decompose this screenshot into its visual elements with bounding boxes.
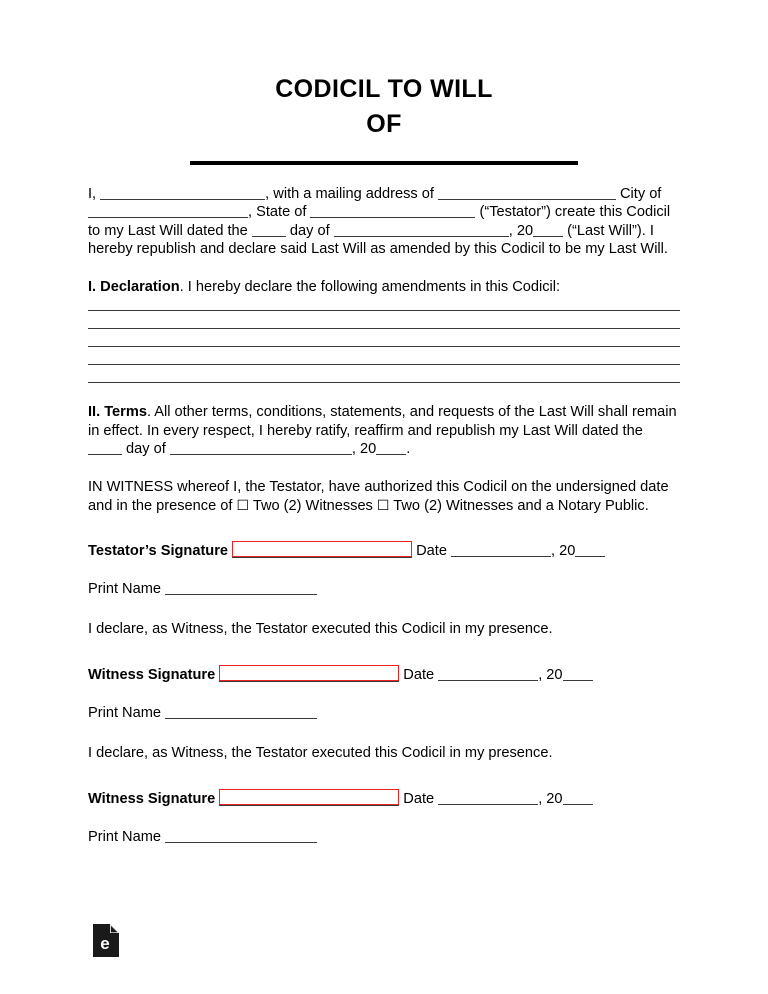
declaration-blank-line[interactable] [88, 328, 680, 329]
terms-text-2: day of [122, 441, 170, 458]
witness-2-print-name-blank[interactable] [165, 828, 317, 843]
witness-2-signature-highlight-box[interactable] [219, 789, 399, 805]
declaration-blank-line[interactable] [88, 346, 680, 347]
testator-name-blank[interactable] [100, 185, 265, 200]
witness-1-signature-row [88, 666, 680, 685]
witness-2-declaration-text: I declare, as Witness, the Testator executed this Codicil in my presence. [88, 744, 553, 761]
testator-signature-highlight-box[interactable] [232, 541, 412, 557]
terms-day-blank[interactable] [88, 440, 122, 455]
witness-2-print-name-label: Print Name [88, 828, 166, 845]
terms-heading: II. Terms [88, 404, 147, 421]
terms-paragraph [88, 403, 680, 458]
witness-1-print-name-blank[interactable] [165, 704, 317, 719]
in-witness-text-1: IN WITNESS whereof I, the Testator, have authorized this Codicil on the undersigned date and in the presence of [88, 479, 669, 514]
testator-date-label: Date [412, 542, 452, 559]
city-blank[interactable] [88, 203, 248, 218]
witness-1-print-name-row [88, 704, 680, 723]
intro-text-5: (“Testator”) create this Codicil to my Last Will dated the [88, 204, 671, 239]
testator-print-name-row [88, 580, 680, 599]
witness-1-date-label: Date [399, 666, 439, 683]
testator-print-name-label: Print Name [88, 580, 166, 597]
witness-1-signature-highlight-box[interactable] [219, 665, 399, 681]
document-title-block [88, 72, 680, 165]
witness-1-year-blank[interactable] [563, 666, 593, 681]
testator-date-blank[interactable] [451, 542, 551, 557]
logo-letter: e [100, 934, 110, 953]
witness-1-signature-field[interactable] [219, 666, 399, 682]
terms-month-blank[interactable] [170, 440, 352, 455]
state-blank[interactable] [310, 203, 475, 218]
witness-1-print-name-label: Print Name [88, 704, 166, 721]
testator-signature-underline [232, 557, 412, 558]
witness-2-year-blank[interactable] [563, 790, 593, 805]
declaration-text: . I hereby declare the following amendments in this Codicil: [179, 279, 561, 296]
will-day-blank[interactable] [252, 222, 286, 237]
witness-1-declaration-text: I declare, as Witness, the Testator executed this Codicil in my presence. [88, 620, 553, 637]
witness-2-year-prefix: , 20 [538, 790, 563, 807]
testator-year-blank[interactable] [575, 542, 605, 557]
declaration-blank-lines[interactable] [88, 310, 680, 383]
declaration-blank-line[interactable] [88, 364, 680, 365]
mailing-address-blank[interactable] [438, 185, 616, 200]
in-witness-paragraph [88, 478, 680, 515]
declaration-blank-line[interactable] [88, 382, 680, 383]
intro-paragraph [88, 185, 680, 258]
declaration-paragraph [88, 278, 680, 296]
checkbox-two-witnesses[interactable]: ☐ [236, 496, 250, 513]
terms-year-blank[interactable] [376, 440, 406, 455]
document-content [88, 0, 680, 847]
testator-year-prefix: , 20 [551, 542, 576, 559]
testator-signature-label: Testator’s Signature [88, 542, 233, 559]
testator-signature-row [88, 542, 680, 561]
will-year-blank[interactable] [533, 222, 563, 237]
witness-1-date-blank[interactable] [438, 666, 538, 681]
intro-text-3: City of [615, 186, 662, 202]
checkbox-two-witnesses-and-notary[interactable]: ☐ [376, 496, 390, 513]
title-name-rule [190, 161, 578, 165]
intro-text-2: , with a mailing address of [265, 186, 438, 202]
witness-2-signature-label: Witness Signature [88, 790, 220, 807]
terms-text-1: . All other terms, conditions, statements, and requests of the Last Will shall remain in effect. In every respect, I hereby ratify, reaffirm and republish my Last Will dated the [88, 404, 677, 439]
intro-text-8: (“Last Will”). I hereby republish and declare said Last Will as amended by this Codicil to be my Last Will. [88, 222, 668, 257]
witness-2-signature-underline [219, 805, 399, 806]
intro-text-1: I, [88, 186, 101, 202]
testator-signature-field[interactable] [232, 542, 412, 558]
in-witness-text-3: Two (2) Witnesses and a Notary Public. [389, 497, 649, 514]
testator-print-name-blank[interactable] [165, 580, 317, 595]
witness-1-signature-label: Witness Signature [88, 666, 220, 683]
terms-text-4: . [406, 441, 411, 458]
witness-1-year-prefix: , 20 [538, 666, 563, 683]
declaration-blank-line[interactable] [88, 310, 680, 311]
will-month-blank[interactable] [334, 222, 509, 237]
page-title: CODICIL TO WILL [275, 75, 493, 103]
declaration-heading: I. Declaration [88, 279, 180, 296]
terms-text-3: , 20 [351, 441, 377, 458]
witness-2-date-label: Date [399, 790, 439, 807]
intro-text-4: , State of [248, 204, 311, 221]
witness-1-signature-underline [219, 681, 399, 682]
intro-text-7: , 20 [508, 222, 534, 239]
eforms-logo-icon [93, 924, 119, 957]
witness-2-date-blank[interactable] [438, 790, 538, 805]
in-witness-text-2: Two (2) Witnesses [249, 497, 377, 514]
document-page-icon [93, 924, 119, 957]
page-title-of: OF [366, 110, 402, 138]
intro-text-6: day of [285, 222, 334, 239]
witness-2-signature-row [88, 790, 680, 809]
witness-2-signature-field[interactable] [219, 790, 399, 806]
witness-2-print-name-row [88, 828, 680, 847]
